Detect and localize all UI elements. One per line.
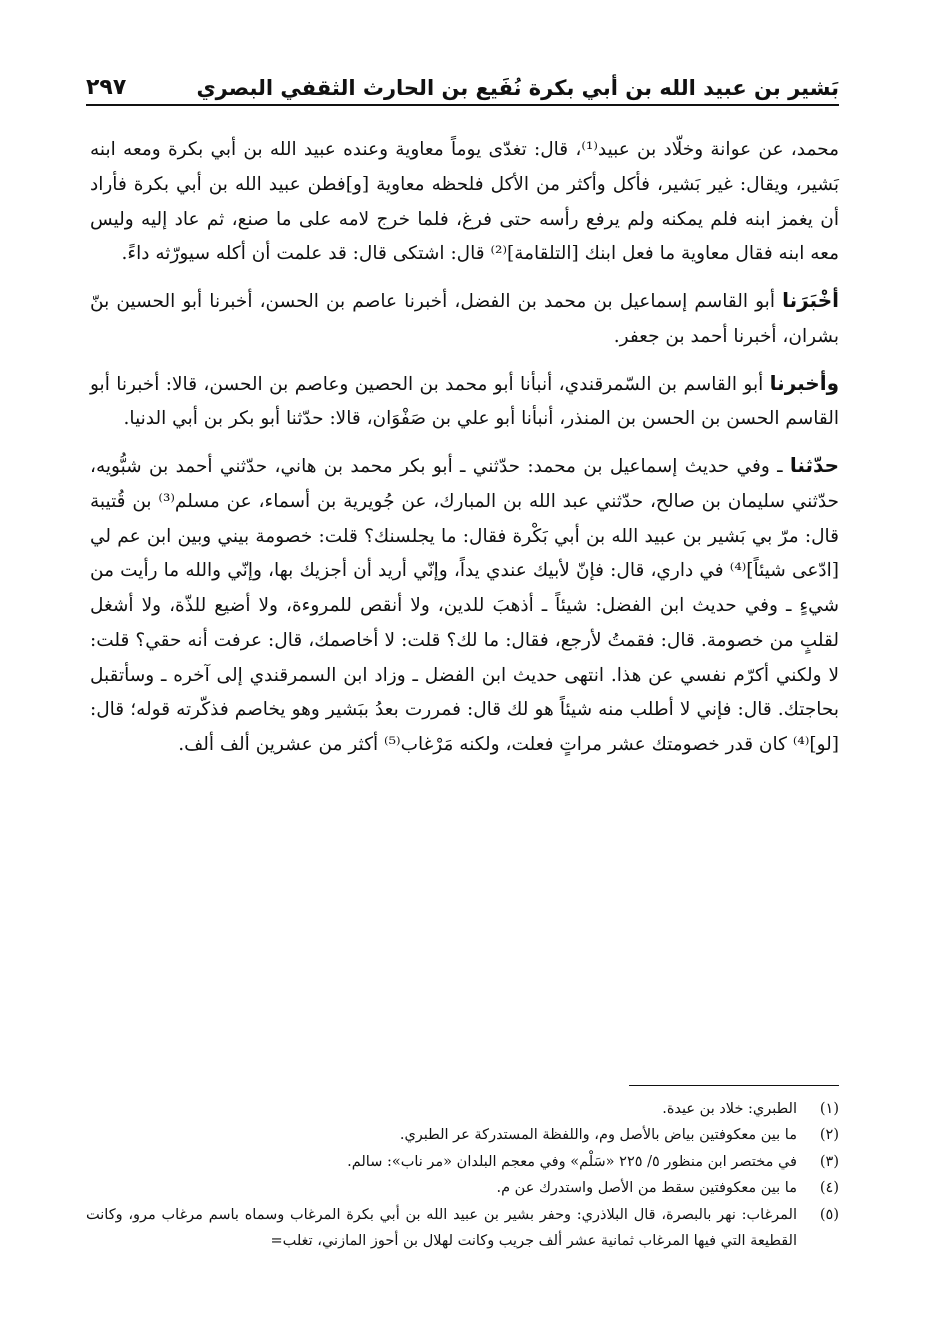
paragraph [90, 130, 839, 272]
running-title: بَشير بن عبيد الله بن أبي بكرة نُفَيع بن الحارث الثقفي البصري [196, 76, 839, 100]
footnotes [86, 1085, 839, 1254]
footnote-text: في مختصر ابن منظور ٥/ ٢٢٥ «سَلْم» وفي معجم البلدان «مر ناب»: سالم. [347, 1153, 797, 1170]
main-text [90, 130, 839, 773]
paragraph [90, 282, 839, 355]
paragraph-text: محمد، عن عوانة وخلّاد بن عبيد⁽¹⁾، قال: تغدّى يوماً معاوية وعنده عبيد الله بن أبي بكرة ومعه ابنه بَشير، ويقال: غير بَشير، فأكل وأكثر من الأكل فلحظه معاوية [و]فطن عبيد الله بن أبي بكرة فأراد أن يغمز ابنه فلم يمكنه ولم يرفع رأسه حتى فرغ، فلما خرج لامه على ما صنع، ثم عاد إليه وليس معه ابنه فقال معاوية ما فعل ابنك [التلقامة]⁽²⁾ قال: اشتكى قال: قد علمت أن أكله سيورّثه داءً. [90, 139, 839, 265]
paragraph [90, 365, 839, 438]
running-header [86, 62, 839, 106]
footnote-item [86, 1122, 839, 1148]
footnote-number: (٥) [819, 1206, 839, 1223]
footnote-text: الطبري: خلاد بن عيدة. [662, 1101, 797, 1117]
footnote-number: (٢) [819, 1127, 839, 1144]
page-number: ٢٩٧ [86, 75, 127, 100]
footnote-item [86, 1149, 839, 1175]
paragraph-text: ـ وفي حديث إسماعيل بن محمد: حدّثني ـ أبو بكر محمد بن هاني، حدّثني أحمد بن شبُّويه، حدّثني سليمان بن صالح، حدّثني عبد الله بن المبارك، عن جُويرية بن أسماء، عن مسلم⁽³⁾ بن قُتيبة قال: مرّ بي بَشير بن عبيد الله بن أبي بَكْرة فقال: ما يجلسنك؟ قلت: خصومة بيني وبين ابن عم لي [ادّعى شيئاً]⁽⁴⁾ في داري، قال: فإنّ لأبيك عندي يداً، وإنّي أريد أن أجزيك بها، وإنّي والله ما رأيت من شيءٍ ـ وفي حديث ابن الفضل: شيئاً ـ أذهبَ للدين، ولا أنقص للمروءة، ولا أضيع للذّة، ولا أشغل لقلبٍ من خصومة. قال: فقمتُ لأرجع، فقال: ما لك؟ قلت: لا أخاصمك، قال: عرفت أنه حقي؟ قلت: لا ولكني أكرّم نفسي عن هذا. انتهى حديث ابن الفضل ـ وزاد ابن السمرقندي إلى آخره ـ وسأتقبل بحاجتك. قال: فإني لا أطلب منه شيئاً هو لك قال: فمررت بعدُ ببَشير وهو يخاصم فذكّرته قوله؛ قال: [لو]⁽⁴⁾ كان قدر خصومتك عشر مراتٍ فعلت، ولكنه مَرْغاب⁽⁵⁾ أكثر من عشرين ألف ألف. [90, 456, 839, 756]
footnote-text: ما بين معكوفتين بياض بالأصل وم، واللفظة المستدركة عر الطبري. [399, 1127, 797, 1144]
footnote-item [86, 1202, 839, 1255]
footnote-number: (٤) [819, 1180, 839, 1197]
footnote-number: (٣) [819, 1153, 839, 1170]
paragraph-lead: حدّثنا [789, 453, 839, 478]
paragraph-text: أبو القاسم إسماعيل بن محمد بن الفضل، أخبرنا عاصم بن الحسن، أخبرنا أبو الحسين بنّ بشران، أخبرنا أحمد بن جعفر. [90, 291, 839, 347]
paragraph-lead: وأخبرنا [769, 370, 839, 395]
paragraph [90, 447, 839, 763]
footnote-text: ما بين معكوفتين سقط من الأصل واستدرك عن م. [496, 1180, 797, 1197]
footnote-text: المرغاب: نهر بالبصرة، قال البلاذري: وحفر بشير بن عبيد الله بن أبي بكرة المرغاب وسماه باسم مرغاب مرو، وكانت القطيعة التي فيها المرغاب ثمانية عشر ألف جريب وكانت لهلال بن أحوز المازني، تغلب= [86, 1206, 797, 1249]
footnote-divider [629, 1085, 839, 1086]
footnotes-list [86, 1096, 839, 1254]
footnote-item [86, 1175, 839, 1201]
footnote-item [86, 1096, 839, 1122]
paragraph-lead: أخْبَرَنا [782, 288, 839, 313]
paragraph-text: أبو القاسم بن السّمرقندي، أنبأنا أبو محمد بن الحصين وعاصم بن الحسن، قالا: أخبرنا أبو القاسم الحسن بن الحسن بن المنذر، أنبأنا أبو علي بن صَفْوَان، قالا: حدّثنا أبو بكر بن أبي الدنيا. [90, 373, 839, 430]
footnote-number: (١) [819, 1101, 839, 1117]
